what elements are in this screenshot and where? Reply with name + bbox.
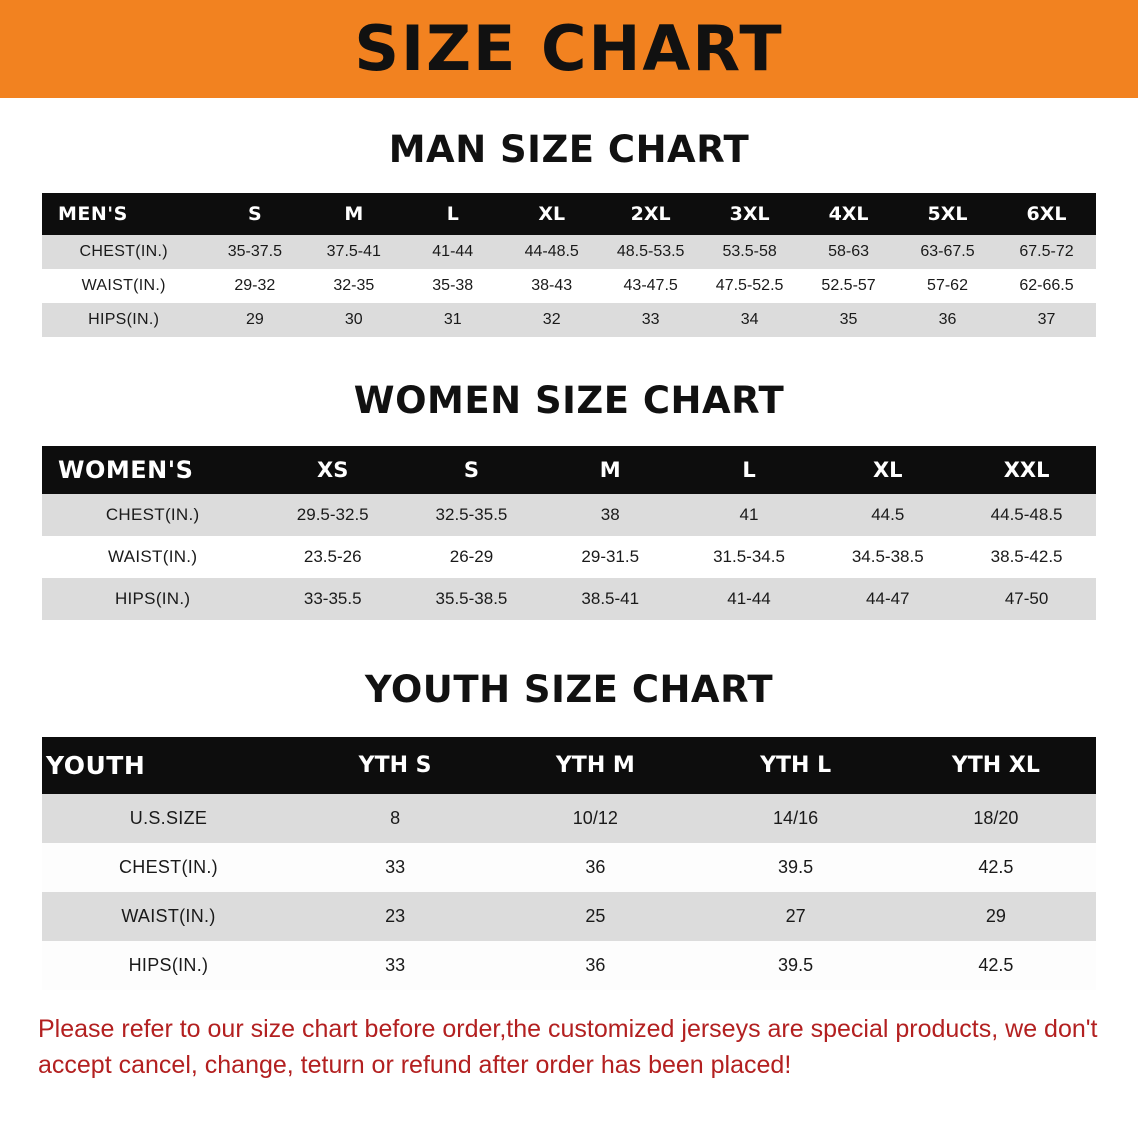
table-cell: 41	[680, 494, 819, 536]
column-header: 6XL	[997, 193, 1096, 235]
table-cell: 33	[601, 303, 700, 337]
table-cell: 30	[304, 303, 403, 337]
row-label: WAIST(IN.)	[42, 269, 205, 303]
table-row	[42, 494, 1096, 536]
table-cell: 35	[799, 303, 898, 337]
table-cell: 8	[295, 794, 495, 843]
column-header: YTH S	[295, 737, 495, 794]
table-cell: 18/20	[896, 794, 1096, 843]
table-cell: 25	[495, 892, 695, 941]
table-cell: 63-67.5	[898, 235, 997, 269]
table-row	[42, 941, 1096, 990]
women-size-table	[42, 446, 1096, 620]
page-title: SIZE CHART	[354, 12, 784, 85]
row-label: WAIST(IN.)	[42, 536, 263, 578]
table-cell: 26-29	[402, 536, 541, 578]
man-section-title: MAN SIZE CHART	[388, 128, 750, 171]
row-label: CHEST(IN.)	[42, 494, 263, 536]
column-header: M	[541, 446, 680, 494]
column-header: M	[304, 193, 403, 235]
page-banner	[0, 0, 1138, 98]
table-cell: 38	[541, 494, 680, 536]
youth-section-title: YOUTH SIZE CHART	[364, 668, 774, 711]
table-cell: 58-63	[799, 235, 898, 269]
table-cell: 35.5-38.5	[402, 578, 541, 620]
table-row	[42, 843, 1096, 892]
column-header: XXL	[957, 446, 1096, 494]
table-row	[42, 235, 1096, 269]
row-label: HIPS(IN.)	[42, 578, 263, 620]
row-label: U.S.SIZE	[42, 794, 295, 843]
table-cell: 41-44	[403, 235, 502, 269]
table-cell: 44-47	[818, 578, 957, 620]
table-cell: 32.5-35.5	[402, 494, 541, 536]
table-row	[42, 269, 1096, 303]
column-header: 3XL	[700, 193, 799, 235]
column-header: 4XL	[799, 193, 898, 235]
column-header: WOMEN'S	[42, 446, 263, 494]
table-cell: 38.5-41	[541, 578, 680, 620]
table-cell: 38.5-42.5	[957, 536, 1096, 578]
table-cell: 44-48.5	[502, 235, 601, 269]
table-cell: 47-50	[957, 578, 1096, 620]
table-cell: 34.5-38.5	[818, 536, 957, 578]
column-header: 5XL	[898, 193, 997, 235]
table-cell: 52.5-57	[799, 269, 898, 303]
table-header-row	[42, 193, 1096, 235]
table-cell: 37.5-41	[304, 235, 403, 269]
column-header: YTH M	[495, 737, 695, 794]
table-cell: 44.5	[818, 494, 957, 536]
row-label: HIPS(IN.)	[42, 941, 295, 990]
order-policy-note: Please refer to our size chart before order,the customized jerseys are special products, we don't accept cancel, change, teturn or refund after order has been placed!	[38, 1015, 1098, 1079]
table-cell: 14/16	[695, 794, 895, 843]
column-header: XL	[818, 446, 957, 494]
table-cell: 34	[700, 303, 799, 337]
table-cell: 67.5-72	[997, 235, 1096, 269]
table-cell: 39.5	[695, 941, 895, 990]
table-cell: 31	[403, 303, 502, 337]
table-cell: 38-43	[502, 269, 601, 303]
table-row	[42, 892, 1096, 941]
table-cell: 35-38	[403, 269, 502, 303]
table-cell: 36	[898, 303, 997, 337]
table-cell: 32	[502, 303, 601, 337]
column-header: YTH XL	[896, 737, 1096, 794]
table-cell: 29	[896, 892, 1096, 941]
row-label: CHEST(IN.)	[42, 235, 205, 269]
table-cell: 44.5-48.5	[957, 494, 1096, 536]
table-cell: 23	[295, 892, 495, 941]
table-cell: 29-31.5	[541, 536, 680, 578]
table-cell: 62-66.5	[997, 269, 1096, 303]
column-header: XS	[263, 446, 402, 494]
table-cell: 33	[295, 941, 495, 990]
table-cell: 10/12	[495, 794, 695, 843]
table-cell: 53.5-58	[700, 235, 799, 269]
column-header: S	[402, 446, 541, 494]
table-cell: 29	[205, 303, 304, 337]
column-header: L	[403, 193, 502, 235]
row-label: WAIST(IN.)	[42, 892, 295, 941]
column-header: S	[205, 193, 304, 235]
table-cell: 31.5-34.5	[680, 536, 819, 578]
column-header: YOUTH	[42, 737, 295, 794]
row-label: HIPS(IN.)	[42, 303, 205, 337]
table-cell: 37	[997, 303, 1096, 337]
table-cell: 36	[495, 843, 695, 892]
column-header: YTH L	[695, 737, 895, 794]
man-table-wrap	[0, 193, 1138, 337]
table-cell: 42.5	[896, 843, 1096, 892]
column-header: XL	[502, 193, 601, 235]
table-cell: 29-32	[205, 269, 304, 303]
table-cell: 32-35	[304, 269, 403, 303]
table-row	[42, 536, 1096, 578]
table-cell: 33-35.5	[263, 578, 402, 620]
table-cell: 42.5	[896, 941, 1096, 990]
table-cell: 29.5-32.5	[263, 494, 402, 536]
table-cell: 41-44	[680, 578, 819, 620]
women-section-title: WOMEN SIZE CHART	[353, 379, 785, 422]
table-cell: 43-47.5	[601, 269, 700, 303]
table-row	[42, 578, 1096, 620]
table-cell: 47.5-52.5	[700, 269, 799, 303]
column-header: L	[680, 446, 819, 494]
table-row	[42, 303, 1096, 337]
man-size-table	[42, 193, 1096, 337]
youth-size-table	[42, 737, 1096, 990]
column-header: MEN'S	[42, 193, 205, 235]
table-cell: 27	[695, 892, 895, 941]
table-cell: 57-62	[898, 269, 997, 303]
table-cell: 48.5-53.5	[601, 235, 700, 269]
row-label: CHEST(IN.)	[42, 843, 295, 892]
women-table-wrap	[0, 446, 1138, 620]
table-cell: 39.5	[695, 843, 895, 892]
table-cell: 35-37.5	[205, 235, 304, 269]
table-cell: 23.5-26	[263, 536, 402, 578]
table-cell: 36	[495, 941, 695, 990]
table-row	[42, 794, 1096, 843]
table-cell: 33	[295, 843, 495, 892]
table-header-row	[42, 737, 1096, 794]
youth-table-wrap	[0, 737, 1138, 990]
table-header-row	[42, 446, 1096, 494]
column-header: 2XL	[601, 193, 700, 235]
